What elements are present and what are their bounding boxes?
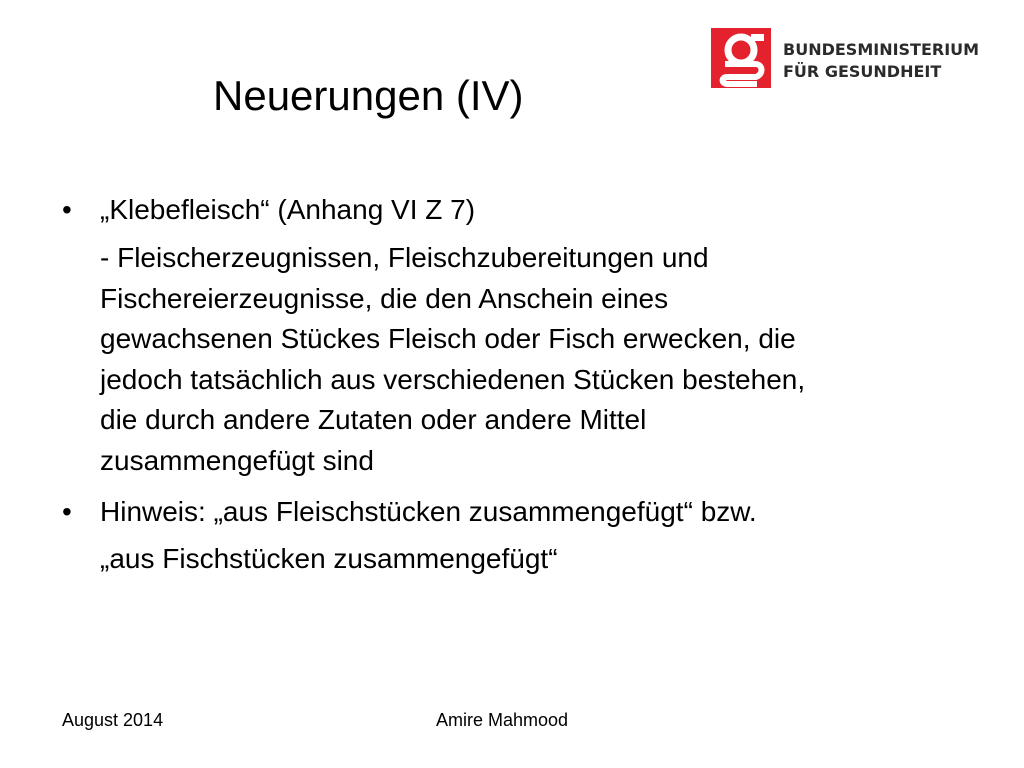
paragraph-line: - Fleischerzeugnissen, Fleischzubereitungen und: [100, 242, 709, 273]
paragraph-line: die durch andere Zutaten oder andere Mittel: [100, 404, 647, 435]
bullet-marker: •: [62, 496, 72, 527]
bullet-marker: •: [62, 194, 72, 225]
bullet-text: „Klebefleisch“ (Anhang VI Z 7): [100, 194, 476, 225]
logo-text-line1: BUNDESMINISTERIUM: [783, 40, 980, 59]
bmg-g-logo-icon: [711, 28, 771, 88]
paragraph-line: zusammengefügt sind: [100, 444, 374, 476]
slide-title: Neuerungen (IV): [213, 72, 524, 119]
paragraph-line: jedoch tatsächlich aus verschiedenen Stücken bestehen,: [100, 363, 806, 395]
paragraph-line: Fischereierzeugnisse, die den Anschein eines: [100, 282, 669, 314]
bullet-paragraph: [100, 238, 980, 481]
paragraph-line: gewachsenen Stückes Fleisch oder Fisch erwecken, die: [100, 323, 796, 354]
logo-text-line2: FÜR GESUNDHEIT: [783, 62, 942, 81]
ministry-logo: [711, 28, 981, 90]
footer-date: August 2014: [62, 710, 164, 730]
bullet-text: Hinweis: „aus Fleischstücken zusammengefügt“ bzw.: [100, 496, 757, 527]
footer-author: Amire Mahmood: [436, 710, 569, 730]
bullet-continuation: „aus Fischstücken zusammengefügt“: [100, 543, 558, 574]
